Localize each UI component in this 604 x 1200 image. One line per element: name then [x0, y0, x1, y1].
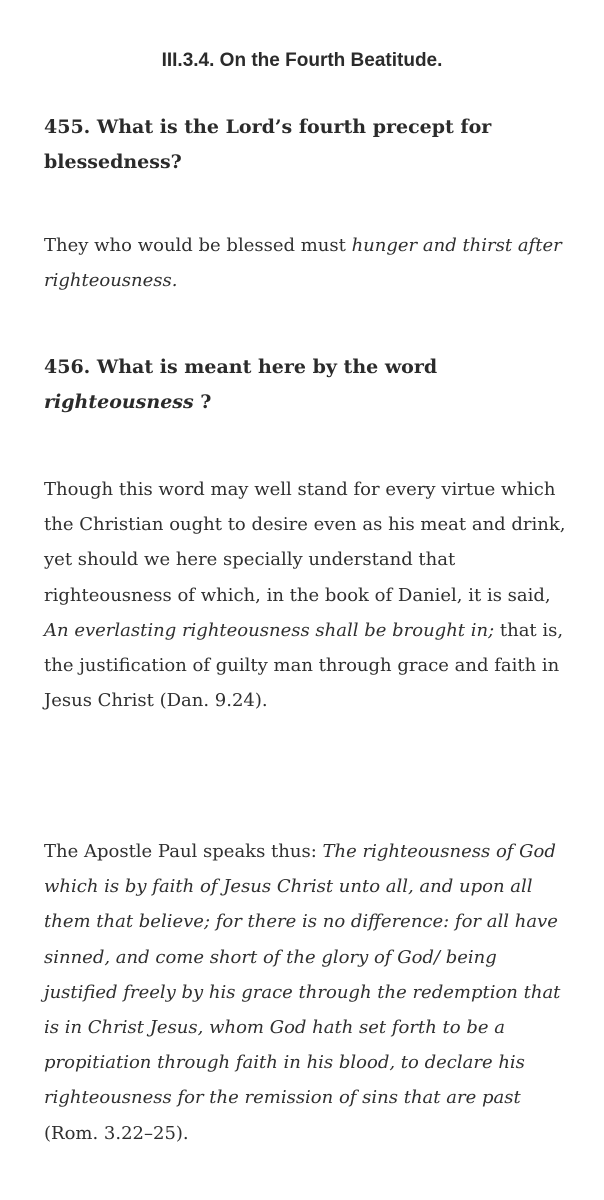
- answer-455-text: They who would be blessed must: [44, 235, 352, 256]
- paul-quote: The righteousness of God which is by faith of Jesus Christ unto all, and upon all them that believe; for there is no difference: for all have sinned, and come short of the glory of God/ being justified freely by his grace through the redemption that is in Christ Jesus, whom God hath set forth to be a propitiation through faith in his blood, to declare his righteousness for the remission of sins that are past: [44, 841, 561, 1109]
- answer-456-text: Though this word may well stand for every virtue which the Christian ought to desire even as his meat and drink, yet should we here specially understand that righteousness of which, in the book of Daniel, it is said,: [44, 479, 566, 606]
- answer-455-italic: hunger and thirst after righteousness.: [44, 235, 562, 292]
- paul-citation: (Rom. 3.22–25).: [44, 1122, 189, 1144]
- paul-intro: The Apostle Paul speaks thus:: [44, 841, 323, 862]
- section-title: III.3.4. On the Fourth Beatitude.: [161, 50, 443, 71]
- question-456-text: 456. What is meant here by the word: [44, 356, 438, 378]
- answer-456-quote: An everlasting righteousness shall be brought in;: [44, 619, 495, 641]
- answer-456: [44, 472, 569, 718]
- answer-455: [44, 228, 569, 298]
- paul-paragraph: [44, 834, 569, 1151]
- question-456-italic: righteousness: [44, 391, 194, 413]
- question-456-mark: ?: [193, 391, 212, 413]
- question-455: 455. What is the Lord’s fourth precept for blessedness?: [44, 116, 492, 173]
- question-456: [44, 350, 564, 420]
- answer-456-text-end: that is, the justification of guilty man through grace and faith in Jesus Christ (Dan. 9.24).: [44, 619, 564, 712]
